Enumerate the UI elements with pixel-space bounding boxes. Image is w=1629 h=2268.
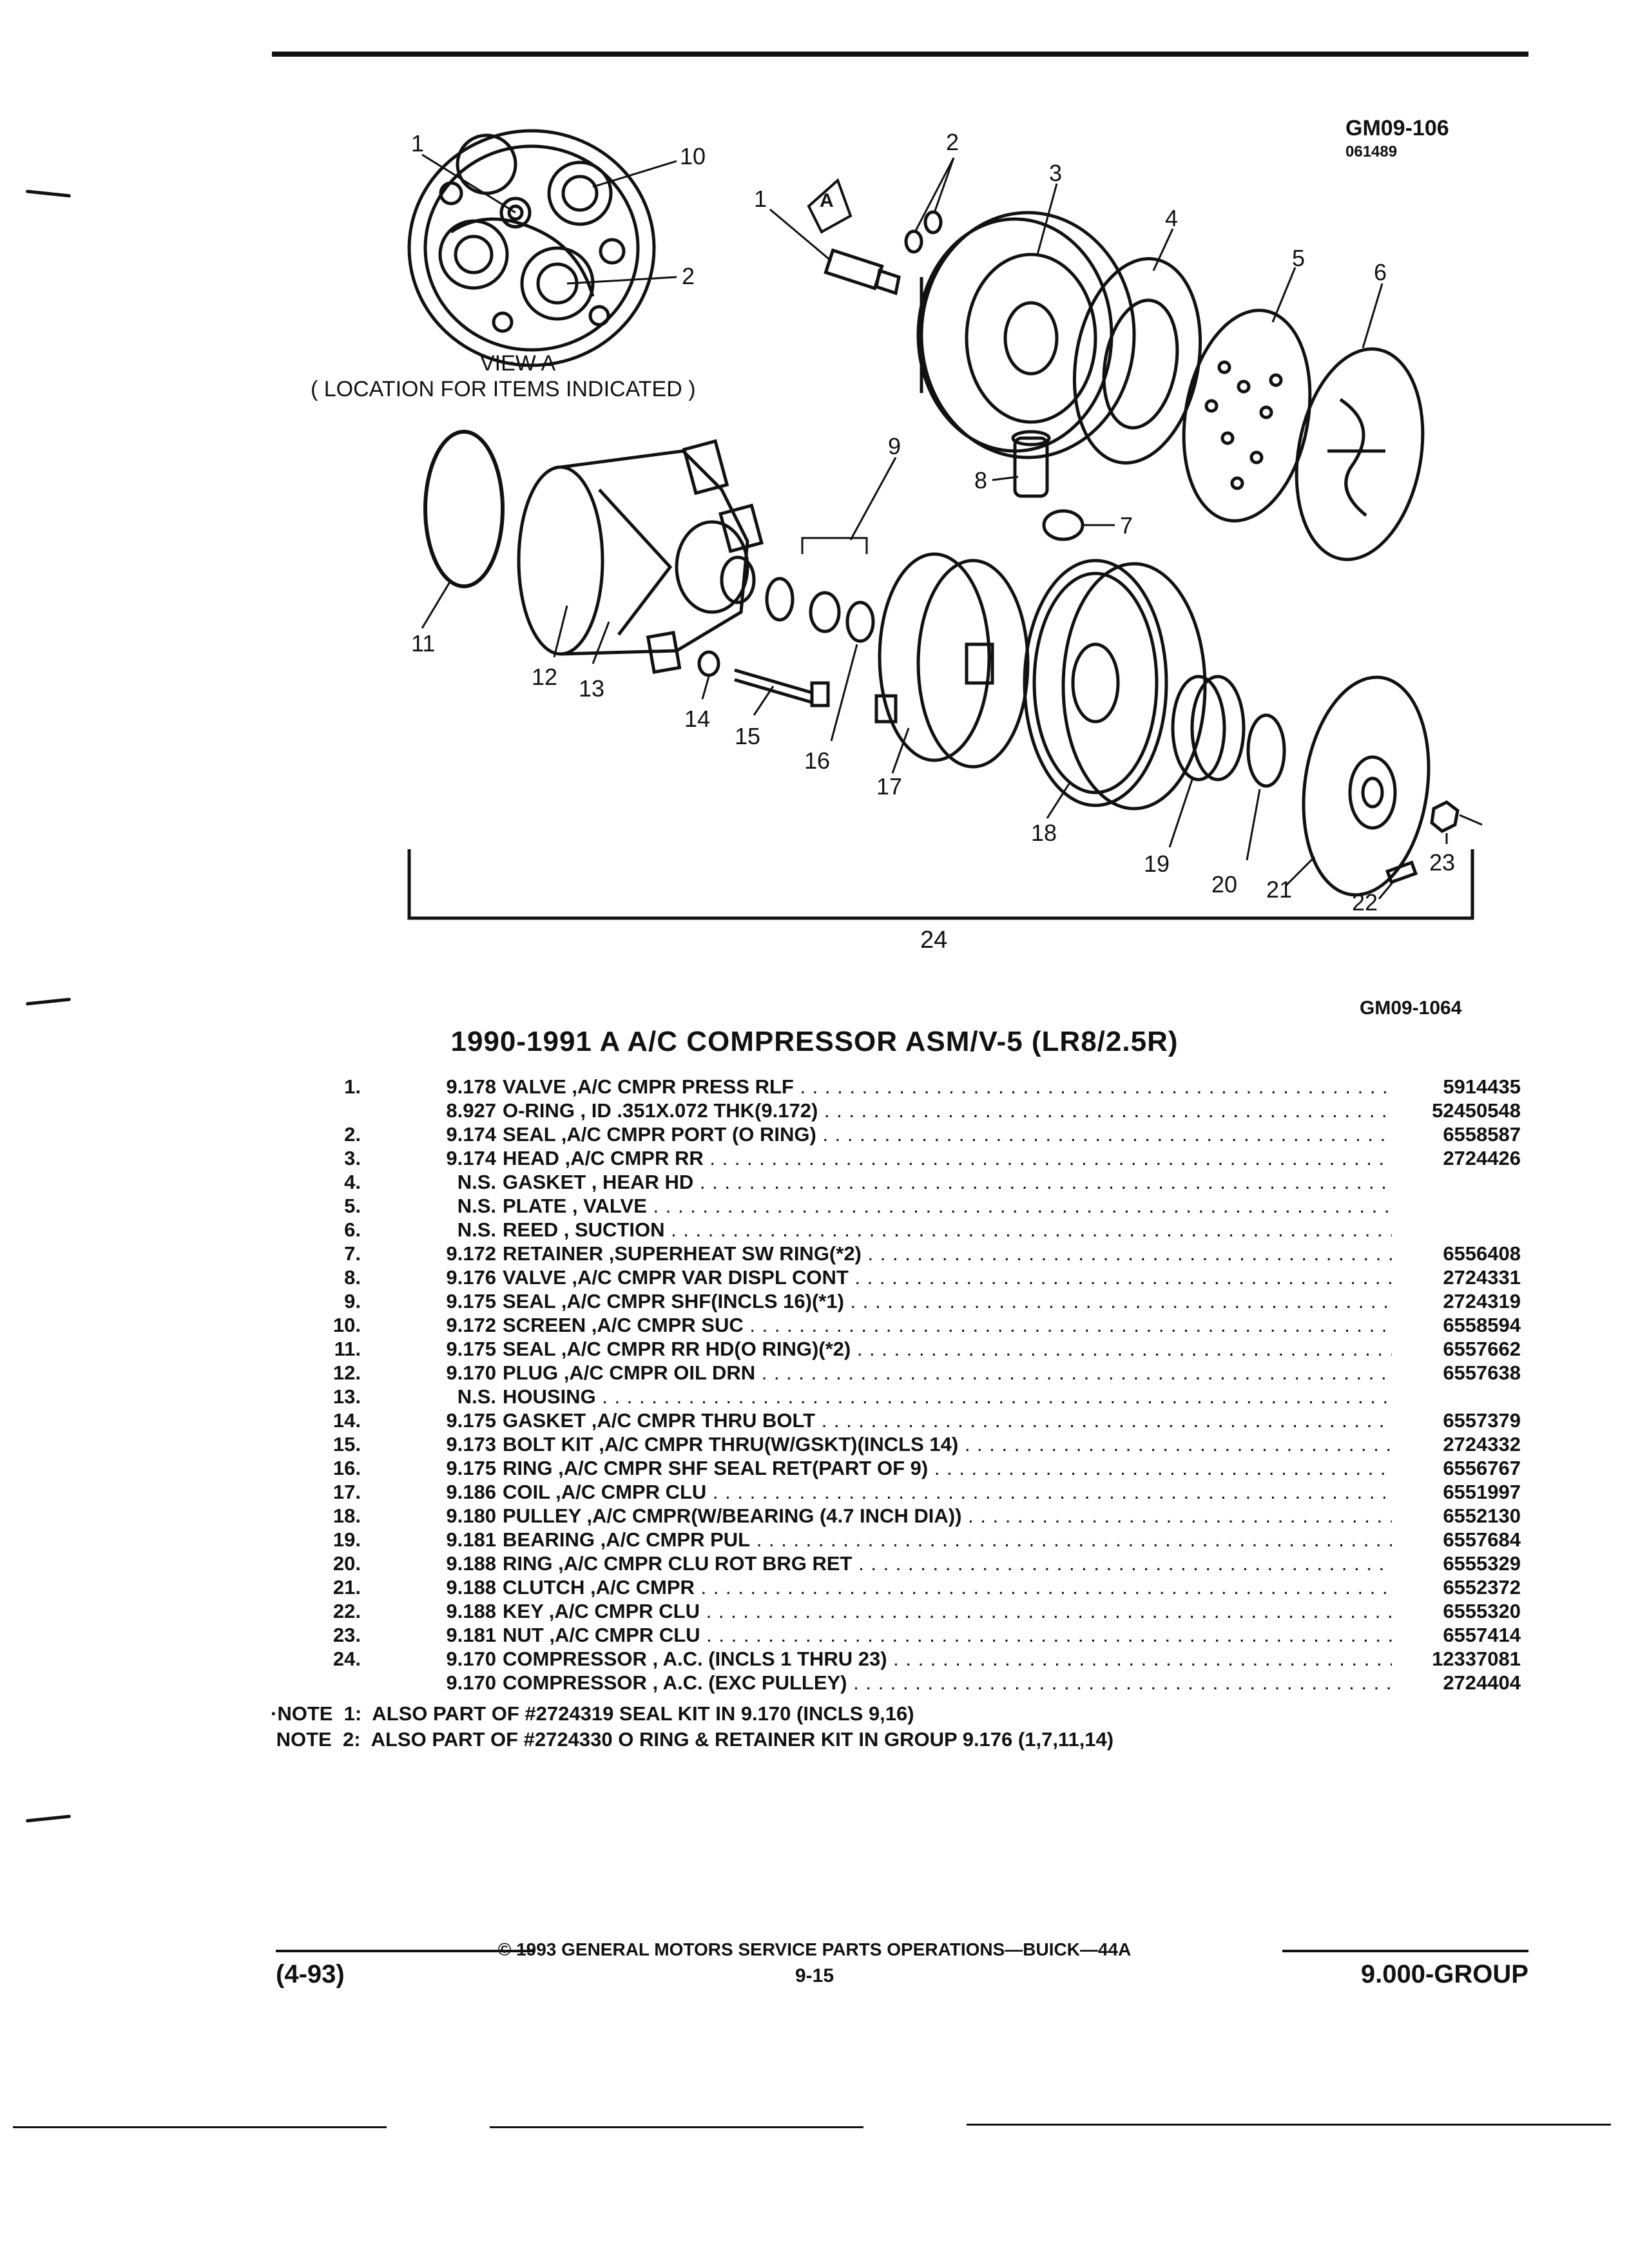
port-seal-part	[925, 212, 941, 233]
seal-retainer-ring-part	[847, 602, 873, 641]
callout-number: 10	[680, 143, 706, 169]
clutch-nut-part	[1432, 802, 1458, 831]
clutch-key-part	[1387, 863, 1416, 883]
item-number: 24.	[333, 1648, 361, 1670]
footer-copyright: © 1993 GENERAL MOTORS SERVICE PARTS OPERATIONS—BUICK—44A	[497, 1939, 1132, 1959]
view-a-rear-head	[409, 131, 654, 365]
group-number: 9.175	[446, 1290, 496, 1312]
part-number: 6552372	[1443, 1576, 1521, 1599]
scan-edge-line	[13, 2126, 387, 2128]
clutch-plate-part	[1290, 669, 1441, 903]
part-number: 6557638	[1443, 1361, 1521, 1384]
part-number: 6556767	[1443, 1457, 1521, 1479]
parts-row	[284, 1528, 1547, 1552]
part-description: BEARING ,A/C CMPR PUL . . .	[503, 1528, 1392, 1552]
group-number: 9.181	[446, 1624, 496, 1646]
parts-row	[284, 1337, 1547, 1361]
group-number: 9.178	[446, 1075, 496, 1098]
callout-leader	[754, 686, 773, 715]
part-number: 2724404	[1443, 1671, 1521, 1694]
group-number: N.S.	[457, 1195, 496, 1217]
part-description: PLUG ,A/C CMPR OIL DRN . . .	[503, 1361, 1392, 1385]
note-line: NOTE 2: ALSO PART OF #2724330 O RING & RETAINER KIT IN GROUP 9.176 (1,7,11,14)	[271, 1728, 1114, 1751]
callout-number: 11	[411, 630, 436, 657]
part-description: GASKET , HEAR HD . . .	[503, 1170, 1392, 1194]
suction-reed-part	[1281, 339, 1438, 570]
item-number: 18.	[333, 1504, 361, 1527]
item-number: 22.	[333, 1600, 361, 1622]
group-number: 9.188	[446, 1552, 496, 1575]
callout-number: 2	[682, 263, 695, 289]
group-number: 9.175	[446, 1338, 496, 1360]
item-number: 10.	[333, 1314, 361, 1336]
part-description: PLATE , VALVE . . .	[503, 1194, 1392, 1218]
parts-row	[284, 1242, 1547, 1265]
part-number: 2724426	[1443, 1147, 1521, 1169]
part-description: SEAL ,A/C CMPR RR HD(O RING)(*2) . . .	[503, 1337, 1392, 1361]
group-number: 9.175	[446, 1457, 496, 1479]
callout-number: 19	[1144, 850, 1170, 877]
part-number: 6551997	[1443, 1481, 1521, 1503]
part-number: 6557379	[1443, 1409, 1521, 1432]
page-title: 1990-1991 A A/C COMPRESSOR ASM/V-5 (LR8/2.5R)	[450, 1026, 1179, 1057]
item-number: 17.	[333, 1481, 361, 1503]
parts-row	[284, 1146, 1547, 1170]
parts-row	[284, 1599, 1547, 1623]
callout-number: 21	[1266, 876, 1293, 903]
footer-date: (4-93)	[276, 1960, 345, 1988]
clutch-bearing-ring-part	[1248, 715, 1284, 786]
part-description: RETAINER ,SUPERHEAT SW RING(*2) . . .	[503, 1242, 1392, 1265]
part-description: RING ,A/C CMPR CLU ROT BRG RET . . .	[503, 1552, 1392, 1575]
parts-row	[284, 1575, 1547, 1599]
part-description: REED , SUCTION . . .	[503, 1218, 1392, 1242]
callout-number: 9	[888, 433, 901, 459]
group-number: 9.186	[446, 1481, 496, 1503]
part-description: GASKET ,A/C CMPR THRU BOLT . . .	[503, 1408, 1392, 1432]
part-number: 6558594	[1443, 1314, 1521, 1336]
part-number: 6557684	[1443, 1528, 1521, 1551]
shaft-center-line	[1460, 815, 1482, 825]
item-number: 9.	[344, 1290, 361, 1312]
item-number: 21.	[333, 1576, 361, 1599]
parts-list	[284, 1075, 1547, 1695]
scan-edge-line	[967, 2124, 1611, 2126]
part-description: BOLT KIT ,A/C CMPR THRU(W/GSKT)(INCLS 14) . . .	[503, 1432, 1392, 1456]
pulley-bearing-part	[1173, 677, 1244, 780]
part-description: KEY ,A/C CMPR CLU . . .	[503, 1599, 1392, 1623]
parts-row	[284, 1289, 1547, 1313]
item-number: 16.	[333, 1457, 361, 1479]
callout-leader	[892, 728, 909, 773]
callout-leader	[554, 606, 567, 657]
part-number: 6558587	[1443, 1123, 1521, 1146]
callout-number: 7	[1120, 512, 1133, 539]
view-a-caption: ( LOCATION FOR ITEMS INDICATED )	[311, 377, 696, 401]
callout-leader	[567, 277, 677, 284]
group-number: 9.175	[446, 1409, 496, 1432]
parts-row	[284, 1671, 1547, 1695]
part-number: 6555320	[1443, 1600, 1521, 1622]
shaft-seal-part	[811, 593, 839, 631]
part-description: COMPRESSOR , A.C. (INCLS 1 THRU 23) . . .	[503, 1647, 1392, 1671]
valve-plate-part	[1168, 300, 1325, 531]
part-number: 12337081	[1432, 1648, 1521, 1670]
callout-leader	[934, 158, 954, 213]
part-description: O-RING , ID .351X.072 THK(9.172) . . .	[503, 1099, 1392, 1122]
part-number: 52450548	[1432, 1099, 1521, 1122]
callout-leader	[422, 580, 451, 628]
group-number: N.S.	[457, 1171, 496, 1193]
part-number: 5914435	[1443, 1075, 1521, 1098]
item-number: 5.	[344, 1195, 361, 1217]
parts-row	[284, 1313, 1547, 1337]
group-number: 9.172	[446, 1314, 496, 1336]
figure-code: GM09-106	[1345, 116, 1449, 140]
callout-leader	[702, 677, 709, 699]
page-number: 9-15	[795, 1965, 834, 1986]
shaft-seal-part	[767, 579, 793, 620]
parts-row	[284, 1552, 1547, 1575]
callout-leader	[851, 457, 896, 540]
part-number: 6557414	[1443, 1624, 1521, 1646]
callout-number: 16	[804, 747, 831, 774]
item-number: 4.	[344, 1171, 361, 1193]
item-number: 2.	[344, 1123, 361, 1146]
item-number: 23.	[333, 1624, 361, 1646]
item-number: 13.	[333, 1385, 361, 1408]
part-description: COMPRESSOR , A.C. (EXC PULLEY) . . .	[503, 1671, 1392, 1695]
callout-number: 22	[1352, 889, 1378, 916]
callout-number: 8	[974, 467, 988, 494]
item-number: 6.	[344, 1218, 361, 1241]
group-number: 9.170	[446, 1648, 496, 1670]
group-number: 9.173	[446, 1433, 496, 1456]
callout-number: 1	[754, 186, 767, 212]
parts-row	[284, 1647, 1547, 1671]
view-a-marker-letter: A	[820, 190, 834, 211]
group-number: N.S.	[457, 1385, 496, 1408]
parts-row	[284, 1099, 1547, 1122]
group-number: 9.188	[446, 1576, 496, 1599]
relief-valve-part	[825, 251, 899, 293]
group-number: N.S.	[457, 1218, 496, 1241]
group-number: 9.170	[446, 1671, 496, 1694]
part-description: SEAL ,A/C CMPR PORT (O RING) . . .	[503, 1122, 1392, 1146]
parts-row	[284, 1218, 1547, 1242]
group-number: 9.180	[446, 1504, 496, 1527]
shaft-seal-bracket	[802, 538, 867, 554]
item-number: 8.	[344, 1266, 361, 1289]
item-number: 7.	[344, 1242, 361, 1265]
item-number: 11.	[334, 1338, 361, 1360]
part-number: 2724319	[1443, 1290, 1521, 1312]
parts-row	[284, 1194, 1547, 1218]
callout-number: 2	[946, 129, 959, 155]
group-number: 9.170	[446, 1361, 496, 1384]
callout-leader	[1273, 267, 1295, 322]
group-number: 9.188	[446, 1600, 496, 1622]
part-description: NUT ,A/C CMPR CLU . . .	[503, 1623, 1392, 1647]
group-number: 9.174	[446, 1123, 496, 1146]
part-number: 2724331	[1443, 1266, 1521, 1289]
assembly-callout-number: 24	[920, 927, 948, 954]
part-description: VALVE ,A/C CMPR VAR DISPL CONT . . .	[503, 1265, 1392, 1289]
part-description: COIL ,A/C CMPR CLU . . .	[503, 1480, 1392, 1504]
callout-leader	[1363, 284, 1382, 348]
callout-number: 20	[1211, 871, 1238, 898]
parts-row	[284, 1385, 1547, 1408]
part-description: HOUSING . . .	[503, 1385, 1392, 1408]
callout-leader	[1247, 789, 1260, 860]
callout-number: 23	[1429, 849, 1456, 876]
item-number: 3.	[344, 1147, 361, 1169]
margin-mark	[26, 1814, 71, 1822]
part-number: 6555329	[1443, 1552, 1521, 1575]
parts-row	[284, 1623, 1547, 1647]
callout-leader	[831, 644, 857, 741]
rear-head-part	[918, 213, 1134, 457]
housing-part	[519, 441, 762, 672]
callout-number: 6	[1374, 259, 1387, 285]
pulley-part	[1025, 561, 1205, 809]
callout-leader	[915, 158, 954, 232]
control-valve-part	[1013, 432, 1049, 496]
footer-group: 9.000-GROUP	[1360, 1960, 1528, 1988]
group-number: 9.172	[446, 1242, 496, 1265]
part-description: PULLEY ,A/C CMPR(W/BEARING (4.7 INCH DIA)) . . .	[503, 1504, 1392, 1528]
part-description: CLUTCH ,A/C CMPR . . .	[503, 1575, 1392, 1599]
callout-leader	[593, 622, 609, 664]
lower-figure-code: GM09-1064	[1360, 997, 1462, 1019]
callout-number: 12	[532, 664, 558, 690]
parts-row	[284, 1504, 1547, 1528]
part-description: SCREEN ,A/C CMPR SUC . . .	[503, 1313, 1392, 1337]
parts-row	[284, 1361, 1547, 1385]
notes	[271, 1701, 1113, 1753]
parts-row	[284, 1075, 1547, 1099]
scan-edge-line	[490, 2126, 863, 2128]
group-number: 8.927	[446, 1099, 496, 1122]
part-description: SEAL ,A/C CMPR SHF(INCLS 16)(*1) . . .	[503, 1289, 1392, 1313]
item-number: 14.	[333, 1409, 361, 1432]
port-seal-part	[906, 231, 921, 252]
callout-number: 4	[1165, 205, 1179, 231]
callout-number: 5	[1292, 245, 1306, 271]
part-number: 6552130	[1443, 1504, 1521, 1527]
callout-number: 15	[735, 723, 761, 749]
callout-number: 1	[411, 130, 425, 157]
item-number: 12.	[333, 1361, 361, 1384]
part-number: 6557662	[1443, 1338, 1521, 1360]
parts-row	[284, 1432, 1547, 1456]
thru-bolt-part	[735, 670, 828, 706]
parts-row	[284, 1122, 1547, 1146]
part-number: 6556408	[1443, 1242, 1521, 1265]
view-a-label: VIEW A	[480, 351, 556, 376]
retainer-ring-part	[1044, 511, 1083, 539]
parts-row	[284, 1170, 1547, 1194]
group-number: 9.174	[446, 1147, 496, 1169]
part-number: 2724332	[1443, 1433, 1521, 1456]
note-line: ·NOTE 1: ALSO PART OF #2724319 SEAL KIT IN 9.170 (INCLS 9,16)	[271, 1702, 914, 1725]
parts-row	[284, 1456, 1547, 1480]
clutch-coil-part	[876, 554, 1028, 767]
item-number: 19.	[333, 1528, 361, 1551]
callout-number: 3	[1049, 160, 1063, 186]
callout-number: 13	[579, 675, 605, 702]
group-number: 9.176	[446, 1266, 496, 1289]
margin-mark	[26, 997, 71, 1005]
thru-bolt-gasket-part	[699, 652, 718, 675]
part-description: HEAD ,A/C CMPR RR . . .	[503, 1146, 1392, 1170]
callout-leader	[1037, 184, 1057, 255]
rear-head-o-ring-part	[425, 432, 503, 586]
parts-row	[284, 1408, 1547, 1432]
callout-number: 18	[1031, 820, 1057, 846]
item-number: 1.	[344, 1075, 361, 1098]
callout-number: 17	[876, 773, 903, 800]
item-number: 20.	[333, 1552, 361, 1575]
item-number: 15.	[333, 1433, 361, 1456]
part-description: VALVE ,A/C CMPR PRESS RLF . . .	[503, 1075, 1392, 1099]
group-number: 9.181	[446, 1528, 496, 1551]
parts-row	[284, 1265, 1547, 1289]
parts-row	[284, 1480, 1547, 1504]
part-description: RING ,A/C CMPR SHF SEAL RET(PART OF 9) . . .	[503, 1456, 1392, 1480]
callout-leader	[770, 209, 831, 261]
callout-number: 14	[684, 706, 711, 732]
figure-date: 061489	[1345, 143, 1398, 160]
